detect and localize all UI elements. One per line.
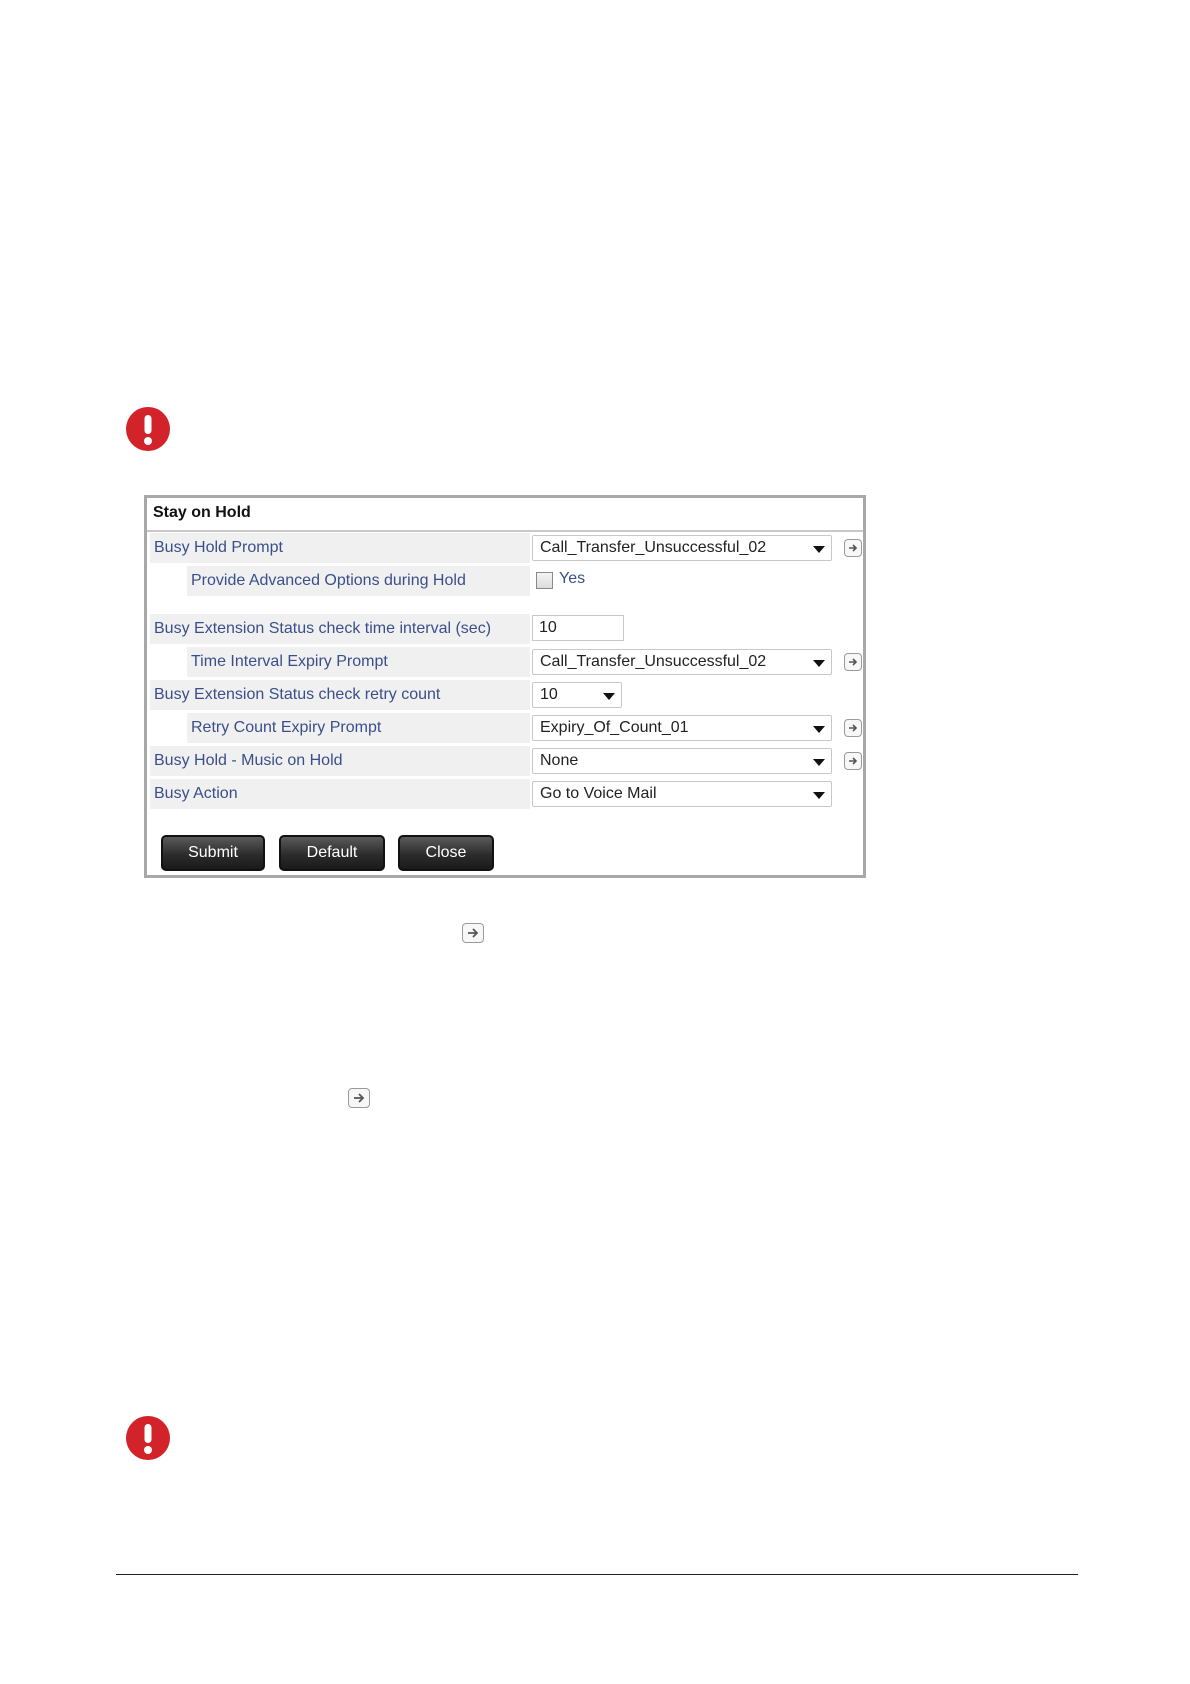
stay-on-hold-dialog — [144, 495, 866, 878]
retry-count-row — [150, 680, 530, 710]
busy-action-value: Go to Voice Mail — [540, 785, 657, 802]
chevron-down-icon — [813, 759, 825, 766]
retry-expiry-prompt-select[interactable] — [532, 715, 832, 741]
busy-hold-prompt-label: Busy Hold Prompt — [154, 539, 283, 556]
chevron-down-icon — [813, 792, 825, 799]
arrow-right-icon — [462, 923, 484, 943]
dialog-title: Stay on Hold — [147, 498, 863, 532]
warning-icon — [126, 407, 170, 451]
check-interval-row — [150, 614, 530, 644]
chevron-down-icon — [603, 693, 615, 700]
submit-button[interactable]: Submit — [161, 835, 265, 871]
check-interval-input[interactable]: 10 — [532, 615, 624, 641]
chevron-down-icon — [813, 660, 825, 667]
music-on-hold-value: None — [540, 752, 579, 769]
busy-action-label: Busy Action — [154, 785, 238, 802]
interval-expiry-prompt-row — [187, 647, 530, 677]
music-on-hold-label: Busy Hold - Music on Hold — [154, 752, 343, 769]
advanced-options-yes-label: Yes — [559, 570, 586, 587]
busy-hold-prompt-row — [150, 533, 530, 563]
arrow-right-icon[interactable] — [844, 653, 862, 671]
advanced-options-label: Provide Advanced Options during Hold — [191, 572, 466, 589]
footer-divider — [116, 1574, 1078, 1575]
chevron-down-icon — [813, 546, 825, 553]
arrow-right-icon[interactable] — [844, 719, 862, 737]
retry-expiry-prompt-row — [187, 713, 530, 743]
interval-expiry-prompt-select[interactable] — [532, 649, 832, 675]
busy-action-row — [150, 779, 530, 809]
retry-expiry-prompt-label: Retry Count Expiry Prompt — [191, 719, 382, 736]
music-on-hold-row — [150, 746, 530, 776]
arrow-right-icon[interactable] — [844, 752, 862, 770]
music-on-hold-select[interactable] — [532, 748, 832, 774]
retry-count-label: Busy Extension Status check retry count — [154, 686, 441, 703]
busy-action-select[interactable] — [532, 781, 832, 807]
busy-hold-prompt-value: Call_Transfer_Unsuccessful_02 — [540, 539, 767, 556]
busy-hold-prompt-select[interactable] — [532, 535, 832, 561]
default-button[interactable]: Default — [279, 835, 385, 871]
advanced-options-checkbox[interactable] — [536, 572, 553, 589]
interval-expiry-prompt-value: Call_Transfer_Unsuccessful_02 — [540, 653, 767, 670]
arrow-right-icon[interactable] — [844, 539, 862, 557]
retry-expiry-prompt-value: Expiry_Of_Count_01 — [540, 719, 689, 736]
advanced-options-row — [187, 566, 530, 596]
check-interval-label: Busy Extension Status check time interval (sec) — [154, 620, 492, 637]
arrow-right-icon — [348, 1088, 370, 1108]
warning-icon — [126, 1416, 170, 1460]
chevron-down-icon — [813, 726, 825, 733]
retry-count-value: 10 — [540, 686, 558, 703]
retry-count-select[interactable] — [532, 682, 622, 708]
close-button[interactable]: Close — [398, 835, 494, 871]
interval-expiry-prompt-label: Time Interval Expiry Prompt — [191, 653, 388, 670]
